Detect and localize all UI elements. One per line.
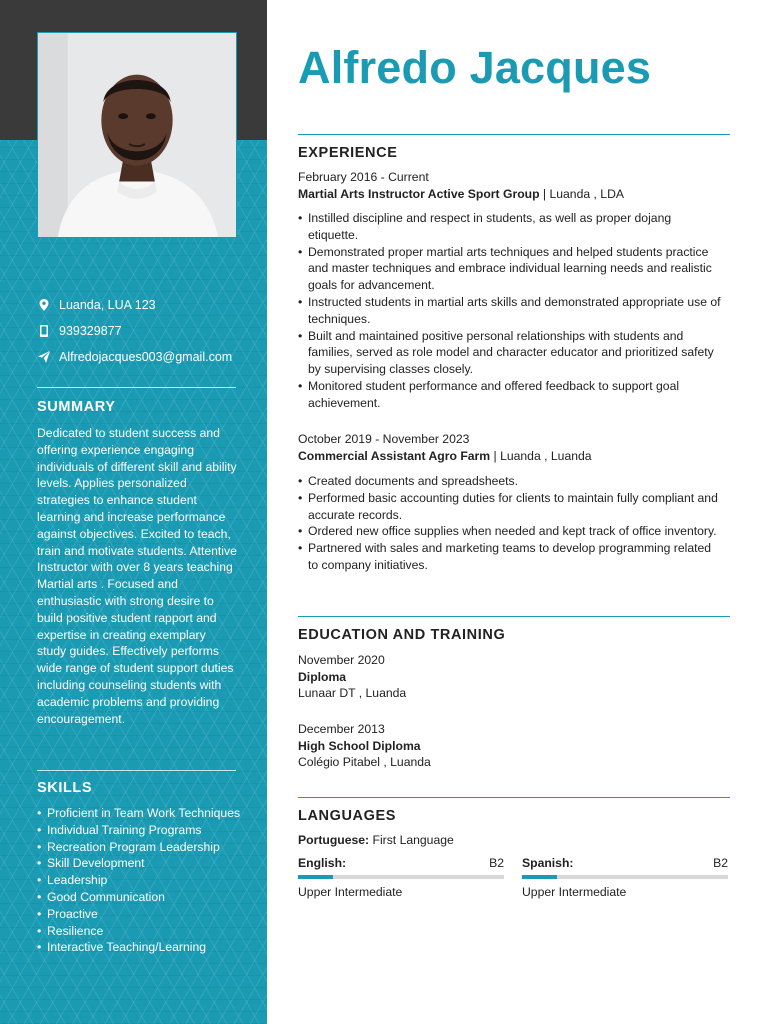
education-divider xyxy=(298,616,730,617)
language-level: Upper Intermediate xyxy=(298,885,403,899)
languages-divider xyxy=(298,797,730,798)
job-bullet: • Instilled discipline and respect in students, as well as proper dojang etiquette. xyxy=(298,210,730,244)
language-spanish xyxy=(522,856,728,899)
location-text: Luanda, LUA 123 xyxy=(59,298,156,312)
skill-item: • Proficient in Team Work Techniques xyxy=(37,805,247,822)
skill-item: • Proactive xyxy=(37,906,247,923)
native-language-label: Portuguese: xyxy=(298,833,370,847)
candidate-name: Alfredo Jacques xyxy=(298,42,652,93)
job-bullet: • Created documents and spreadsheets. xyxy=(298,473,730,490)
experience-divider xyxy=(298,134,730,135)
contact-email xyxy=(37,344,237,370)
location-pin-icon xyxy=(37,298,51,312)
skill-item: • Leadership xyxy=(37,872,247,889)
job-title: Martial Arts Instructor Active Sport Group xyxy=(298,187,540,201)
education-heading: EDUCATION AND TRAINING xyxy=(298,627,506,643)
send-icon xyxy=(37,350,51,364)
sidebar xyxy=(0,0,267,1024)
phone-icon xyxy=(37,324,51,338)
language-name: Spanish: xyxy=(522,856,574,870)
skill-item: • Good Communication xyxy=(37,889,247,906)
language-code: B2 xyxy=(713,856,728,870)
skills-divider xyxy=(37,770,236,771)
education-degree: Diploma xyxy=(298,670,347,684)
experience-heading: EXPERIENCE xyxy=(298,145,398,161)
languages-heading: LANGUAGES xyxy=(298,808,397,824)
job-dates: February 2016 - Current xyxy=(298,170,429,184)
email-text[interactable]: Alfredojacques003@gmail.com xyxy=(59,350,233,364)
skills-list xyxy=(37,805,247,956)
education-degree: High School Diploma xyxy=(298,739,421,753)
education-date: November 2020 xyxy=(298,653,385,667)
job-location: | Luanda , Luanda xyxy=(490,449,592,463)
job-bullet: • Partnered with sales and marketing teams to develop programming related to company initiatives. xyxy=(298,540,730,574)
language-level: Upper Intermediate xyxy=(522,885,627,899)
native-language-value: First Language xyxy=(369,833,454,847)
summary-text: Dedicated to student success and offering experience engaging individuals of different skill and ability levels. Applies personalized strategies to enhance student learning and increase performance against objectives. Excited to teach, train and motivate students. Attentive Instructor with over 8 years teaching Martial arts . Focused and enthusiastic with strong desire to build positive student rapport and expertise in creating exemplary study guides. Effectively performs wide range of student support duties including counseling students with academic problems and providing encouragement. xyxy=(37,426,237,726)
job-dates: October 2019 - November 2023 xyxy=(298,432,470,446)
job-location: | Luanda , LDA xyxy=(539,187,625,201)
contact-phone xyxy=(37,318,237,344)
language-name: English: xyxy=(298,856,347,870)
education-school: Lunaar DT , Luanda xyxy=(298,686,407,700)
job-bullet: • Demonstrated proper martial arts techniques and helped students practice and master techniques and embrace individual learning needs and realistic goals for advancement. xyxy=(298,244,730,294)
native-language xyxy=(298,832,454,849)
education-date: December 2013 xyxy=(298,722,385,736)
skill-item: • Resilience xyxy=(37,923,247,940)
contact-location xyxy=(37,292,237,318)
phone-text[interactable]: 939329877 xyxy=(59,324,122,338)
summary-divider xyxy=(37,387,236,388)
skills-heading: SKILLS xyxy=(37,780,93,796)
language-code: B2 xyxy=(489,856,504,870)
language-level-fill xyxy=(298,875,333,879)
profile-photo-image xyxy=(38,33,236,237)
education-school: Colégio Pitabel , Luanda xyxy=(298,755,431,769)
job-title-line xyxy=(298,448,592,465)
summary-heading: SUMMARY xyxy=(37,399,116,415)
job-bullet: • Built and maintained positive personal relationships with students and families, served as role model and character educator and prioritized safety by supervising classes closely. xyxy=(298,328,730,378)
skill-item: • Interactive Teaching/Learning xyxy=(37,939,247,956)
job-title: Commercial Assistant Agro Farm xyxy=(298,449,491,463)
profile-photo xyxy=(37,32,237,238)
language-english xyxy=(298,856,504,899)
job-title-line xyxy=(298,186,624,203)
job-bullet: • Monitored student performance and offered feedback to support goal achievement. xyxy=(298,378,730,412)
job-bullets xyxy=(298,473,730,574)
job-bullets xyxy=(298,210,730,412)
skill-item: • Skill Development xyxy=(37,855,247,872)
job-bullet: • Performed basic accounting duties for clients to maintain fully compliant and accurate records. xyxy=(298,490,730,524)
contact-info xyxy=(37,292,237,370)
job-bullet: • Instructed students in martial arts skills and demonstrated appropriate use of techniques. xyxy=(298,294,730,328)
language-level-bar xyxy=(298,875,504,879)
skill-item: • Individual Training Programs xyxy=(37,822,247,839)
language-level-bar xyxy=(522,875,728,879)
skill-item: • Recreation Program Leadership xyxy=(37,839,247,856)
job-bullet: • Ordered new office supplies when needed and kept track of office inventory. xyxy=(298,523,730,540)
language-level-fill xyxy=(522,875,557,879)
